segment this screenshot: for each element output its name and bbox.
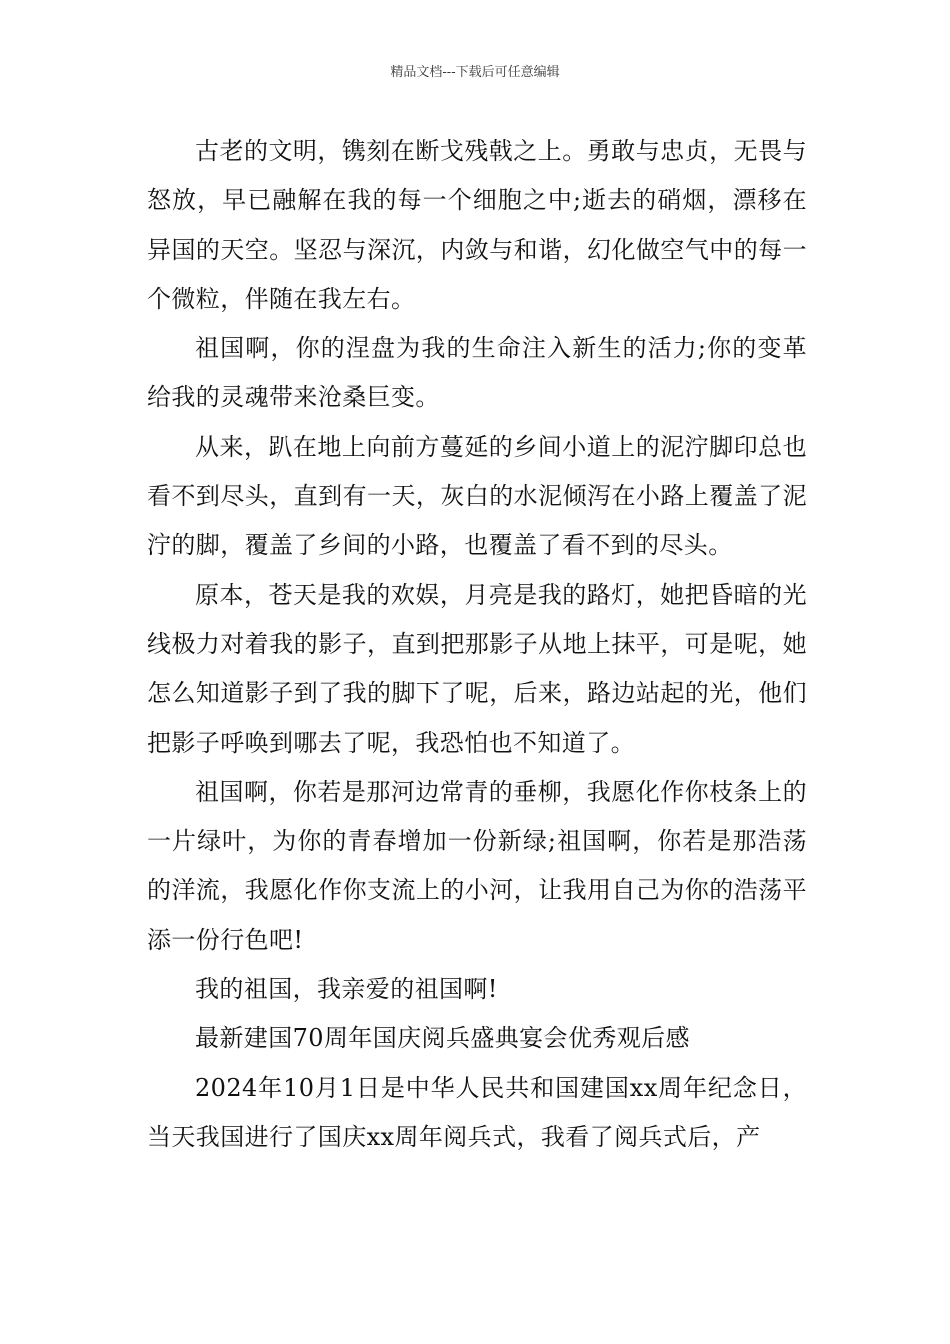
- section-title: 最新建国70周年国庆阅兵盛典宴会优秀观后感: [195, 1024, 690, 1053]
- document-body: [147, 127, 807, 1162]
- paragraph: 祖国啊，你的涅盘为我的生命注入新生的活力;你的变革给我的灵魂带来沧桑巨变。: [147, 334, 807, 412]
- page-header: 精品文档---下载后可任意编辑: [390, 65, 560, 80]
- paragraph: 祖国啊，你若是那河边常青的垂柳，我愿化作你枝条上的一片绿叶，为你的青春增加一份新绿;祖国啊，你若是那浩荡的洋流，我愿化作你支流上的小河，让我用自己为你的浩荡平添一份行色吧!: [147, 777, 807, 954]
- paragraph: 我的祖国，我亲爱的祖国啊!: [195, 975, 498, 1004]
- paragraph: 原本，苍天是我的欢娱，月亮是我的路灯，她把昏暗的光线极力对着我的影子，直到把那影子从地上抹平，可是呢，她怎么知道影子到了我的脚下了呢，后来，路边站起的光，他们把影子呼唤到哪去了呢，我恐怕也不知道了。: [147, 580, 807, 757]
- paragraph: 古老的文明，镌刻在断戈残戟之上。勇敢与忠贞，无畏与怒放，早已融解在我的每一个细胞之中;逝去的硝烟，漂移在异国的天空。坚忍与深沉，内敛与和谐，幻化做空气中的每一个微粒，伴随在我左右。: [147, 137, 807, 313]
- paragraph: 从来，趴在地上向前方蔓延的乡间小道上的泥泞脚印总也看不到尽头，直到有一天，灰白的水泥倾泻在小路上覆盖了泥泞的脚，覆盖了乡间的小路，也覆盖了看不到的尽头。: [147, 432, 807, 560]
- paragraph: 2024年10月1日是中华人民共和国建国xx周年纪念日，当天我国进行了国庆xx周年阅兵式，我看了阅兵式后，产: [147, 1073, 807, 1151]
